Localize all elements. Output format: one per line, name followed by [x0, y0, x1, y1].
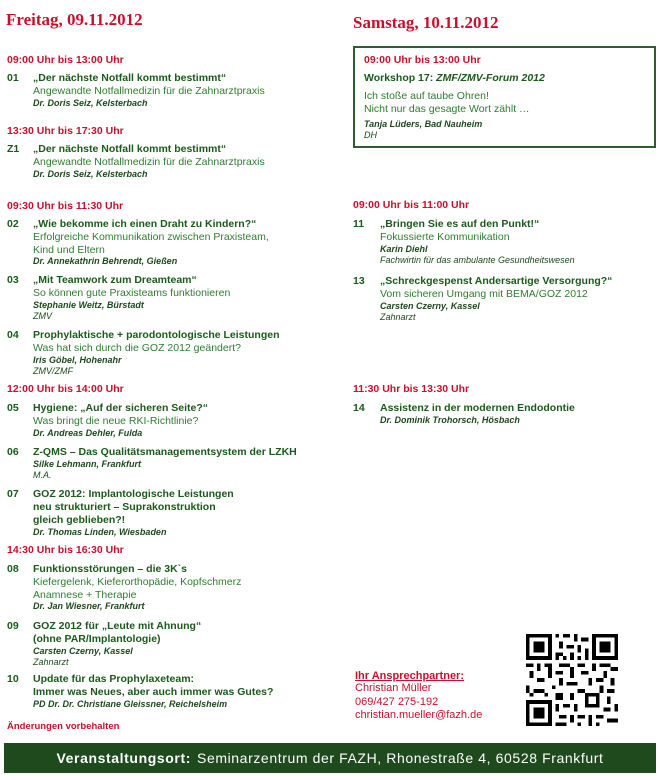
session-number: 08	[7, 563, 19, 575]
session-speaker: Dr. Andreas Dehler, Fulda	[33, 427, 143, 438]
session-desc: Angewandte Notfallmedizin für die Zahnarztpraxis	[33, 156, 265, 168]
venue-label: Veranstaltungsort:	[56, 750, 191, 766]
session-speaker: Dr. Annekathrin Behrendt, Gießen	[33, 256, 178, 266]
session-role: M.A.	[33, 470, 52, 480]
contact-block	[355, 670, 482, 723]
session-desc: Was hat sich durch die GOZ 2012 geändert?	[33, 342, 241, 354]
session-number: 07	[7, 488, 19, 500]
session-title: Z-QMS – Das Qualitätsmanagementsystem der LZKH	[33, 446, 297, 458]
friday-title: Freitag, 09.11.2012	[6, 10, 143, 29]
workshop-desc: Ich stoße auf taube Ohren! Nicht nur das gesagte Wort zählt …	[364, 90, 530, 115]
session-speaker: Dr. Dominik Trohorsch, Hösbach	[380, 415, 520, 425]
session-desc: Fokussierte Kommunikation	[380, 231, 510, 243]
session-title: GOZ 2012: Implantologische Leistungen neu strukturiert – Suprakonstruktion gleich geblieben?!	[33, 488, 234, 526]
session-number: 09	[7, 620, 19, 632]
session-title: Hygiene: „Auf der sicheren Seite?“	[33, 402, 209, 414]
session-title: „Wie bekomme ich einen Draht zu Kindern?“	[33, 218, 257, 230]
workshop-name: ZMF/ZMV-Forum 2012	[436, 72, 545, 84]
contact-email[interactable]: christian.mueller@fazh.de	[355, 709, 483, 721]
friday-time-block-2: 13:30 Uhr bis 17:30 Uhr	[7, 125, 124, 137]
venue-footer	[4, 743, 656, 773]
session-speaker: Stephanie Weitz, Bürstadt	[33, 299, 144, 310]
session-speaker: Carsten Czerny, Kassel	[33, 646, 133, 656]
session-title: Assistenz in der modernen Endodontie	[380, 402, 575, 414]
session-role: Zahnarzt	[33, 657, 69, 667]
session-desc: Kiefergelenk, Kieferorthopädie, Kopfschmerz Anamnese + Therapie	[33, 576, 242, 601]
session-title: „Der nächste Notfall kommt bestimmt“	[33, 72, 227, 84]
session-desc: Vom sicheren Umgang mit BEMA/GOZ 2012	[380, 288, 588, 300]
session-number: 02	[7, 218, 19, 230]
session-number: 05	[7, 402, 19, 414]
session-number: 13	[353, 275, 365, 287]
session-desc: Angewandte Notfallmedizin für die Zahnarztpraxis	[33, 85, 265, 97]
session-number: 14	[353, 402, 365, 414]
session-speaker: Carsten Czerny, Kassel	[380, 300, 480, 311]
session-speaker: Karin Diehl	[380, 243, 428, 254]
session-title: GOZ 2012 für „Leute mit Ahnung“ (ohne PAR/Implantologie)	[33, 620, 202, 645]
venue-address: Seminarzentrum der FAZH, Rhonestraße 4, 60528 Frankfurt	[197, 750, 604, 766]
saturday-time-block-1: 09:00 Uhr bis 11:00 Uhr	[353, 199, 470, 211]
session-speaker: Dr. Doris Seiz, Kelsterbach	[33, 97, 148, 108]
qr-code-icon[interactable]	[526, 634, 618, 726]
session-role: Fachwirtin für das ambulante Gesundheitswesen	[380, 254, 575, 265]
session-speaker: Iris Göbel, Hohenahr	[33, 354, 122, 365]
session-title: Funktionsstörungen – die 3K`s	[33, 563, 188, 575]
session-number: 01	[7, 72, 19, 84]
contact-name: Christian Müller	[355, 682, 432, 694]
session-title: Update für das Prophylaxeteam: Immer was Neues, aber auch immer was Gutes?	[33, 673, 274, 698]
workshop-box	[353, 46, 656, 148]
workshop-time: 09:00 Uhr bis 13:00 Uhr	[364, 54, 481, 66]
session-desc: Erfolgreiche Kommunikation zwischen Praxisteam, Kind und Eltern	[33, 231, 269, 256]
session-desc: So können gute Praxisteams funktionieren	[33, 287, 231, 299]
friday-time-block-4: 12:00 Uhr bis 14:00 Uhr	[7, 383, 124, 395]
workshop-role: DH	[364, 130, 377, 140]
saturday-time-block-2: 11:30 Uhr bis 13:30 Uhr	[353, 383, 470, 395]
saturday-title: Samstag, 10.11.2012	[353, 13, 499, 32]
session-title: Prophylaktische + parodontologische Leistungen	[33, 329, 280, 341]
session-title: „Bringen Sie es auf den Punkt!“	[380, 218, 540, 230]
contact-phone[interactable]: 069/427 275-192	[355, 695, 439, 708]
session-number: 11	[353, 218, 365, 230]
session-role: ZMV	[33, 310, 52, 321]
friday-time-block-1: 09:00 Uhr bis 13:00 Uhr	[7, 54, 124, 66]
session-title: „Mit Teamwork zum Dreamteam“	[33, 274, 197, 286]
session-desc: Was bringt die neue RKI-Richtlinie?	[33, 415, 199, 427]
session-title: „Der nächste Notfall kommt bestimmt“	[33, 143, 227, 155]
session-number: 03	[7, 274, 19, 286]
session-speaker: Dr. Thomas Linden, Wiesbaden	[33, 527, 167, 537]
session-role: ZMV/ZMF	[33, 365, 73, 376]
session-speaker: PD Dr. Dr. Christiane Gleissner, Reichelsheim	[33, 699, 228, 709]
session-role: Zahnarzt	[380, 311, 416, 322]
contact-title: Ihr Ansprechpartner:	[355, 670, 465, 682]
session-speaker: Silke Lehmann, Frankfurt	[33, 459, 142, 469]
session-number: Z1	[7, 143, 20, 155]
friday-time-block-5: 14:30 Uhr bis 16:30 Uhr	[7, 544, 124, 556]
session-title: „Schreckgespenst Andersartige Versorgung?“	[380, 275, 613, 287]
workshop-heading	[364, 72, 545, 84]
workshop-speaker: Tanja Lüders, Bad Nauheim	[364, 119, 483, 129]
session-speaker: Dr. Doris Seiz, Kelsterbach	[33, 168, 148, 179]
friday-time-block-3: 09:30 Uhr bis 11:30 Uhr	[7, 200, 124, 212]
workshop-label: Workshop 17:	[364, 72, 434, 84]
session-number: 06	[7, 446, 19, 458]
session-number: 04	[7, 329, 19, 341]
session-number: 10	[7, 673, 19, 685]
changes-note: Änderungen vorbehalten	[7, 721, 120, 732]
session-speaker: Dr. Jan Wiesner, Frankfurt	[33, 601, 145, 611]
